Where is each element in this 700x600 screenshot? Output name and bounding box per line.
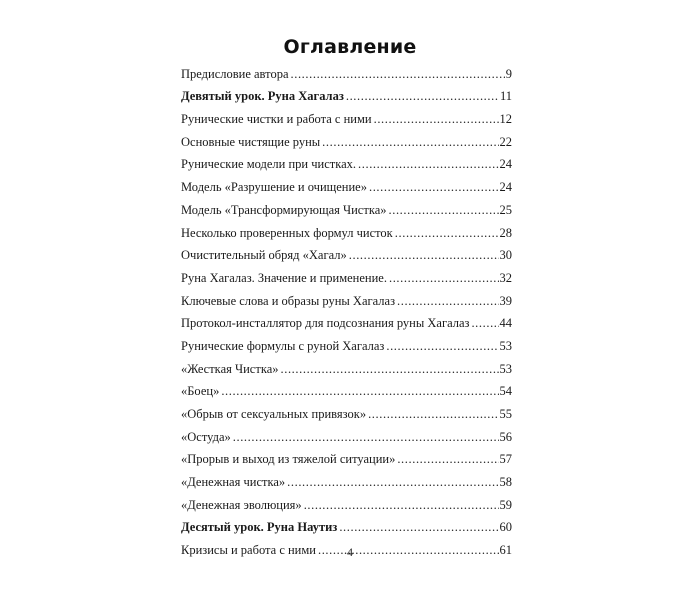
toc-entry-title: Рунические формулы с руной Хагалаз: [181, 338, 385, 353]
dot-leader: [221, 384, 498, 398]
toc-entry-title: «Денежная эволюция»: [181, 497, 302, 512]
toc-entry-title: Рунические чистки и работа с ними: [181, 112, 372, 127]
toc-entry: [181, 308, 512, 331]
toc-entry-title: Очистительный обряд «Хагал»: [181, 248, 347, 263]
toc-entry: [181, 421, 512, 444]
dot-leader: [389, 271, 499, 285]
dot-leader: [322, 135, 498, 149]
toc-entry-title: Рунические модели при чистках.: [181, 157, 357, 172]
dot-leader: [281, 362, 499, 376]
toc-entry-title: Несколько проверенных формул чисток: [181, 225, 393, 240]
toc-entry-page: 9: [505, 66, 512, 81]
dot-leader: [233, 430, 499, 444]
dot-leader: [471, 316, 498, 330]
toc-entry: [181, 353, 512, 376]
toc-entry: [181, 376, 512, 399]
toc-entry-title: «Остуда»: [181, 429, 231, 444]
toc-entry-title: Девятый урок. Руна Хагалаз: [181, 89, 344, 104]
table-of-contents: [181, 58, 512, 557]
dot-leader: [374, 112, 499, 126]
toc-entry: [181, 398, 512, 421]
toc-entry: [181, 489, 512, 512]
toc-entry-page: 32: [499, 270, 512, 285]
dot-leader: [339, 520, 498, 534]
toc-entry-title: «Боец»: [181, 384, 220, 399]
toc-entry-page: 44: [499, 316, 512, 331]
dot-leader: [397, 294, 498, 308]
toc-entry: [181, 194, 512, 217]
toc-entry-page: 60: [499, 520, 512, 535]
toc-entry: [181, 58, 512, 81]
toc-entry: [181, 466, 512, 489]
toc-entry-page: 55: [499, 407, 512, 421]
toc-entry-title: «Обрыв от сексуальных привязок»: [181, 407, 367, 421]
dot-leader: [369, 180, 499, 194]
dot-leader: [304, 498, 499, 512]
dot-leader: [397, 452, 498, 466]
dot-leader: [389, 203, 499, 217]
toc-entry-page: 39: [499, 293, 512, 308]
toc-entry-title: Ключевые слова и образы руны Хагалаз: [181, 293, 396, 308]
toc-entry-page: 56: [499, 429, 512, 444]
toc-entry-title: «Жесткая Чистка»: [181, 361, 279, 376]
dot-leader: [358, 157, 498, 171]
toc-entry-title: Модель «Разрушение и очищение»: [181, 180, 367, 195]
toc-entry-page: 24: [499, 157, 512, 172]
dot-leader: [395, 226, 499, 240]
toc-entry-page: 24: [499, 180, 512, 195]
toc-entry-title: «Прорыв и выход из тяжелой ситуации»: [181, 452, 396, 467]
toc-entry-page: 57: [499, 452, 512, 467]
toc-entry-title: Основные чистящие руны: [181, 134, 321, 149]
toc-entry-page: 59: [499, 497, 512, 512]
toc-entry: [181, 512, 512, 535]
page-number: 4: [347, 545, 353, 559]
toc-entry: [181, 126, 512, 149]
toc-entry: [181, 81, 512, 104]
toc-entry: [181, 444, 512, 467]
toc-entry-page: 25: [499, 202, 512, 217]
toc-entry-page: 53: [499, 338, 512, 353]
toc-entry-title: Кризисы и работа с ними: [181, 543, 316, 558]
toc-entry-title: Руна Хагалаз. Значение и применение.: [181, 270, 387, 285]
toc-entry-page: 28: [499, 225, 512, 240]
toc-entry: [181, 285, 512, 308]
toc-entry-title: Протокол-инсталлятор для подсознания руны Хагалаз: [181, 316, 470, 331]
toc-entry-page: 12: [499, 112, 512, 127]
toc-entry-page: 61: [499, 543, 512, 558]
toc-entry: [181, 330, 512, 353]
toc-entry-title: «Денежная чистка»: [181, 475, 286, 490]
toc-entry: [181, 149, 512, 172]
dot-leader: [349, 248, 499, 262]
toc-entry-title: Предисловие автора: [181, 66, 289, 81]
toc-entry-page: 58: [499, 475, 512, 490]
toc-entry-page: 22: [499, 134, 512, 149]
toc-entry: [181, 217, 512, 240]
dot-leader: [386, 339, 498, 353]
page-title: Оглавление: [283, 36, 417, 58]
toc-entry: [181, 103, 512, 126]
toc-entry: [181, 262, 512, 285]
dot-leader: [346, 89, 499, 103]
dot-leader: [368, 407, 498, 421]
toc-entry: [181, 240, 512, 263]
toc-entry-page: 54: [499, 384, 512, 399]
toc-entry-page: 11: [499, 89, 512, 104]
toc-entry-page: 30: [499, 248, 512, 263]
toc-entry-title: Десятый урок. Руна Наутиз: [181, 520, 338, 535]
dot-leader: [287, 475, 498, 489]
toc-entry-page: 53: [499, 361, 512, 376]
toc-entry: [181, 171, 512, 194]
toc-entry-title: Модель «Трансформирующая Чистка»: [181, 202, 387, 217]
dot-leader: [291, 67, 505, 81]
